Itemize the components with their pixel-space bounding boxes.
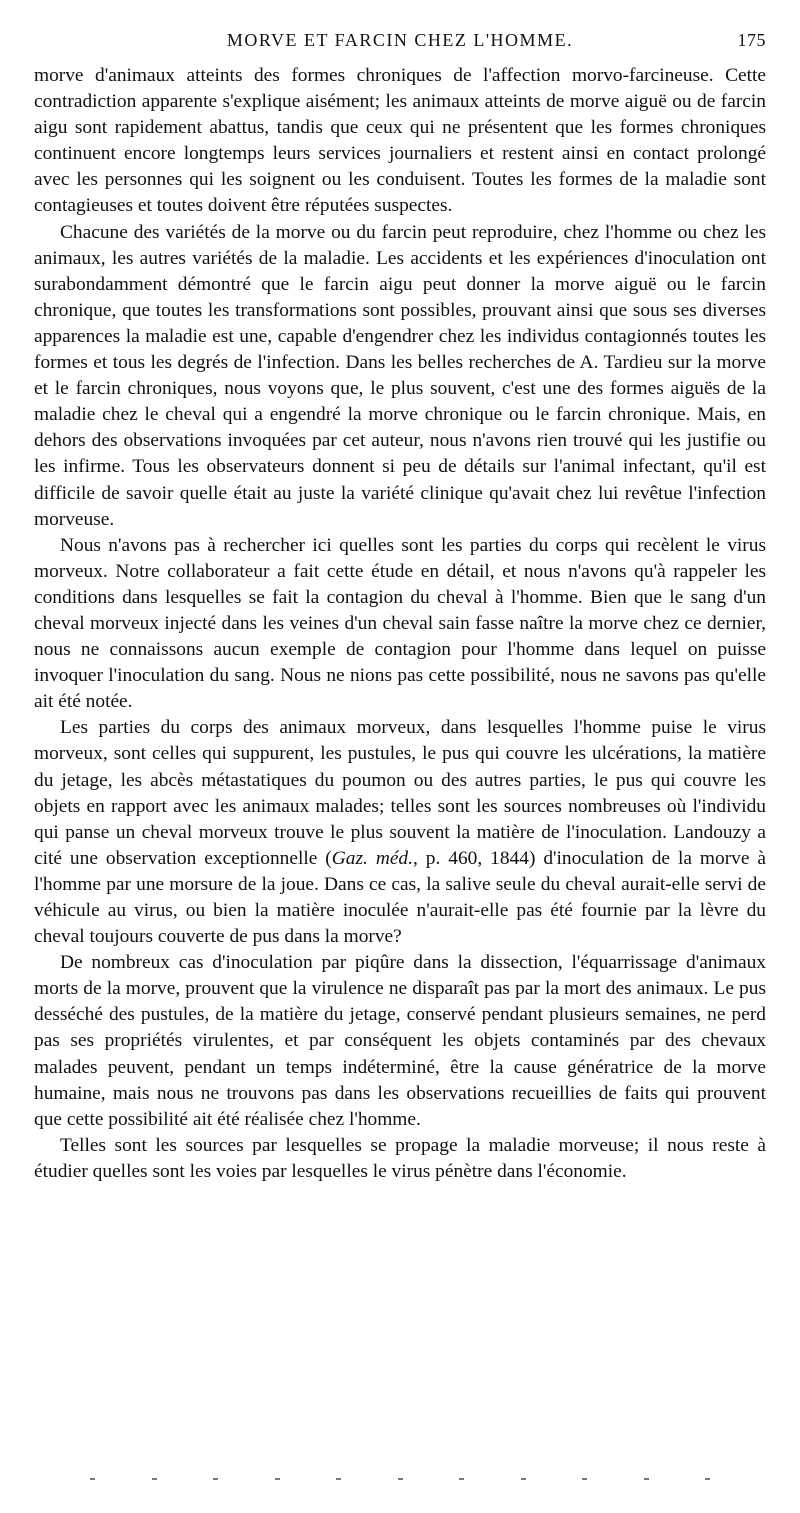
paragraph-text: Les parties du corps des animaux morveux, dans lesquelles l'homme puise le virus morveux, sont celles qui suppurent, les pustules, le pus qui couvre les ulcérations, la matière du jetage, les abcès métastatiques du poumon ou des autres parties, le pus qui couvre les objets en rapport avec les animaux malades; telles sont les sources nombreuses où l'individu qui panse un cheval morveux trouve le plus souvent la matière de l'inoculation. Landouzy a cité une observation exceptionnelle ( [34, 717, 766, 869]
paragraph [34, 220, 766, 533]
paragraph-text: morve d'animaux atteints des formes chroniques de l'affection morvo-farcineuse. Cette contradiction apparente s'explique aisément; les animaux atteints de morve aiguë ou de farcin aigu sont rapidement abattus, tandis que ceux qui ne présentent que les formes chroniques continuent encore longtemps leurs services journaliers et restent ainsi en contact prolongé avec les personnes qui les soignent ou les conduisent. Toutes les formes de la maladie sont contagieuses et toutes doivent être réputées suspectes. [34, 65, 766, 217]
running-head [34, 30, 766, 54]
paragraph-text: Chacune des variétés de la morve ou du farcin peut reproduire, chez l'homme ou chez les animaux, les autres variétés de la maladie. Les accidents et les expériences d'inoculation ont surabondamment démontré que le farcin aigu peut donner la morve aiguë ou le farcin chronique, que toutes les transformations sont possibles, prouvant ainsi que sous ses diverses apparences la maladie est une, capable d'engendrer chez les individus contagionnés toutes les formes et tous les degrés de l'infection. Dans les belles recherches de A. Tardieu sur la morve et le farcin chroniques, nous voyons que, le plus souvent, c'est une des formes aiguës de la maladie chez le cheval qui a engendré la morve chronique ou le farcin chronique. Mais, en dehors des observations invoquées par cet auteur, nous n'avons rien trouvé qui les justifie ou les infirme. Tous les observateurs donnent si peu de détails sur l'animal infectant, qu'il est difficile de savoir quelle était au juste la variété clinique qu'avait chez lui revêtue l'infection morveuse. [34, 221, 766, 530]
print-specks [90, 1476, 710, 1482]
paragraph [34, 950, 766, 1133]
paragraph-text: De nombreux cas d'inoculation par piqûre dans la dissection, l'équarrissage d'animaux morts de la morve, prouvent que la virulence ne disparaît pas par la mort des animaux. Le pus desséché des pustules, de la matière du jetage, conservé pendant plusieurs semaines, ne perd pas ses propriétés virulentes, et par conséquent les objets contaminés par des chevaux malades peuvent, pendant un temps indéterminé, être la cause génératrice de la morve humaine, mais nous ne trouvons pas dans les observations recueillies de faits qui prouvent que cette possibilité ait été réalisée chez l'homme. [34, 952, 766, 1130]
paragraph [34, 1133, 766, 1185]
paragraph-text: Telles sont les sources par lesquelles se propage la maladie morveuse; il nous reste à étudier quelles sont les voies par lesquelles le virus pénètre dans l'économie. [34, 1134, 766, 1182]
running-title: MORVE ET FARCIN CHEZ L'HOMME. [226, 30, 574, 50]
paragraph [34, 715, 766, 950]
citation-title: Gaz. méd. [331, 847, 413, 869]
paragraph [34, 533, 766, 716]
paragraph [34, 63, 766, 220]
page-number: 175 [737, 30, 766, 50]
body-text [34, 63, 766, 1185]
paragraph-text: Nous n'avons pas à rechercher ici quelles sont les parties du corps qui recèlent le virus morveux. Notre collaborateur a fait cette étude en détail, et nous n'avons qu'à rappeler les conditions dans lesquelles se fait la contagion du cheval à l'homme. Bien que le sang d'un cheval morveux injecté dans les veines d'un cheval sain fasse naître la morve chez ce dernier, nous ne connaissons aucun exemple de contagion pour l'homme dans lequel on puisse invoquer l'inoculation du sang. Nous ne nions pas cette possibilité, nous ne savons pas qu'elle ait été notée. [34, 534, 766, 713]
paragraph-text: , p. 460, 1844) d'inoculation de la morve à l'homme par une morsure de la joue. Dans ce cas, la salive seule du cheval aurait-elle servi de véhicule au virus, ou bien la matière inoculée n'aurait-elle pas été fournie par la lèvre du cheval toujours couverte de pus dans la morve? [34, 847, 767, 948]
